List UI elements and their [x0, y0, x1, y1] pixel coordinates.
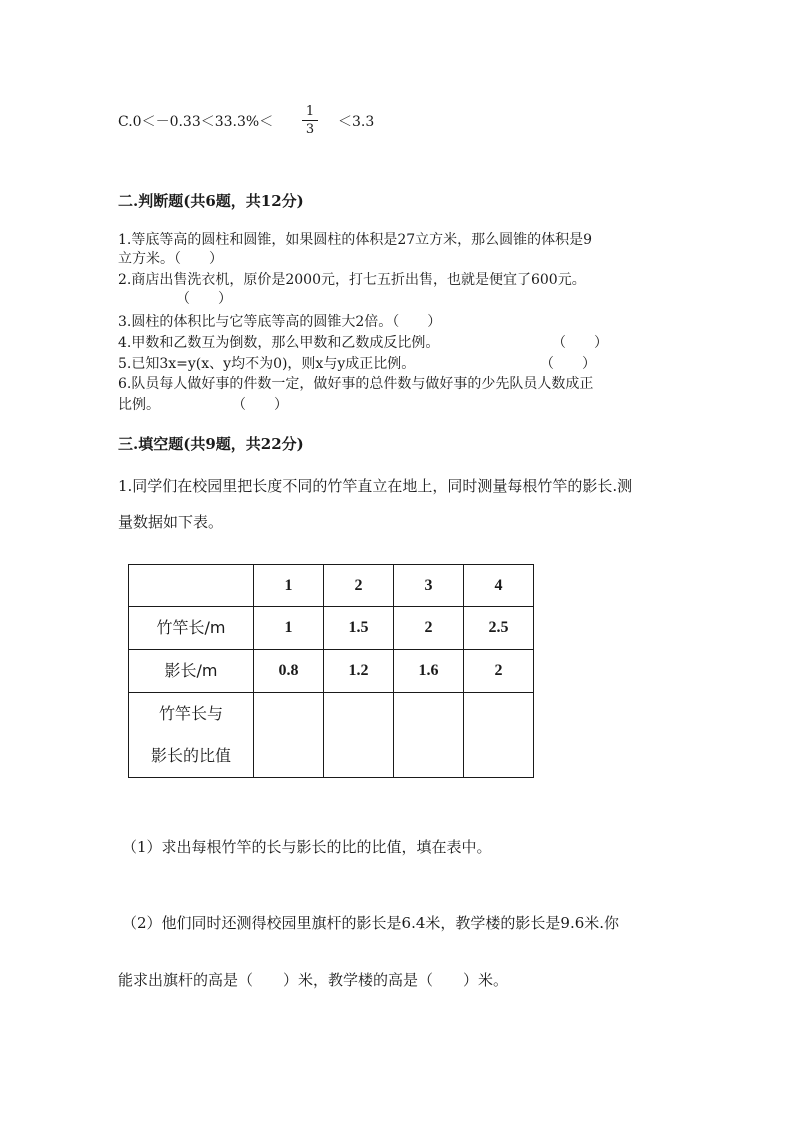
fill-q1-sub2-line2: 能求出旗杆的高是（ ）米，教学楼的高是（ ）米。 [118, 971, 509, 989]
table-cell: 1.6 [394, 650, 464, 693]
judge-q5: 5.已知3x=y(x、y均不为0)，则x与y成正比例。 [118, 356, 416, 372]
table-cell: 1.2 [324, 650, 394, 693]
row-label-ratio [129, 693, 254, 778]
table-row [129, 650, 534, 693]
judge-q1-line2: 立方米。（ ） [118, 251, 223, 267]
answer-cell[interactable] [324, 693, 394, 778]
judge-q4: 4.甲数和乙数互为倒数，那么甲数和乙数成反比例。 [118, 335, 440, 351]
answer-cell[interactable] [254, 693, 324, 778]
fill-q1-line2: 量数据如下表。 [118, 513, 224, 531]
table-cell: 2.5 [464, 607, 534, 650]
fill-q1-line1: 1.同学们在校园里把长度不同的竹竿直立在地上，同时测量每根竹竿的影长.测 [118, 477, 633, 495]
row-label-shadow-length: 影长/m [129, 650, 254, 693]
fill-q1-sub2-line1: （2）他们同时还测得校园里旗杆的影长是6.4米，教学楼的影长是9.6米.你 [122, 914, 620, 932]
table-cell: 1 [254, 607, 324, 650]
judge-q6-answer: （ ） [232, 397, 288, 413]
table-header-cell: 2 [324, 565, 394, 607]
judge-q4-answer: （ ） [552, 335, 608, 351]
table-cell: 1.5 [324, 607, 394, 650]
section-2-heading: 二.判断题(共6题，共12分) [118, 192, 304, 210]
fraction-one-third [300, 104, 320, 137]
judge-q1-line1: 1.等底等高的圆柱和圆锥，如果圆柱的体积是27立方米，那么圆锥的体积是9 [118, 232, 593, 248]
judge-q2-line1: 2.商店出售洗衣机，原价是2000元，打七五折出售，也就是便宜了600元。 [118, 272, 586, 288]
judge-q2-answer: （ ） [176, 291, 232, 307]
measurement-table [128, 564, 534, 778]
table-header-row [129, 565, 534, 607]
answer-cell[interactable] [394, 693, 464, 778]
answer-cell[interactable] [464, 693, 534, 778]
option-c-prefix: C.0＜－0.33＜33.3%＜ [118, 114, 274, 130]
fraction-numerator: 1 [305, 104, 315, 119]
judge-q6-line2: 比例。 [118, 397, 160, 413]
table-header-cell: 4 [464, 565, 534, 607]
fraction-denominator: 3 [305, 122, 315, 137]
table-header-cell: 1 [254, 565, 324, 607]
table-corner-cell [129, 565, 254, 607]
table-row [129, 607, 534, 650]
option-c-suffix: ＜3.3 [338, 114, 375, 130]
judge-q3: 3.圆柱的体积比与它等底等高的圆锥大2倍。（ ） [118, 314, 442, 330]
row-label-pole-length: 竹竿长/m [129, 607, 254, 650]
table-row [129, 693, 534, 778]
table-cell: 0.8 [254, 650, 324, 693]
table-cell: 2 [394, 607, 464, 650]
judge-q5-answer: （ ） [540, 356, 596, 372]
judge-q6-line1: 6.队员每人做好事的件数一定，做好事的总件数与做好事的少先队员人数成正 [118, 376, 594, 392]
table-cell: 2 [464, 650, 534, 693]
row-label-ratio-line2: 影长的比值 [150, 746, 231, 765]
table-header-cell: 3 [394, 565, 464, 607]
section-3-heading: 三.填空题(共9题，共22分) [118, 435, 304, 453]
fraction-bar [302, 120, 318, 121]
fill-q1-sub1: （1）求出每根竹竿的长与影长的比的比值，填在表中。 [122, 838, 492, 856]
row-label-ratio-line1: 竹竿长与 [158, 704, 223, 723]
